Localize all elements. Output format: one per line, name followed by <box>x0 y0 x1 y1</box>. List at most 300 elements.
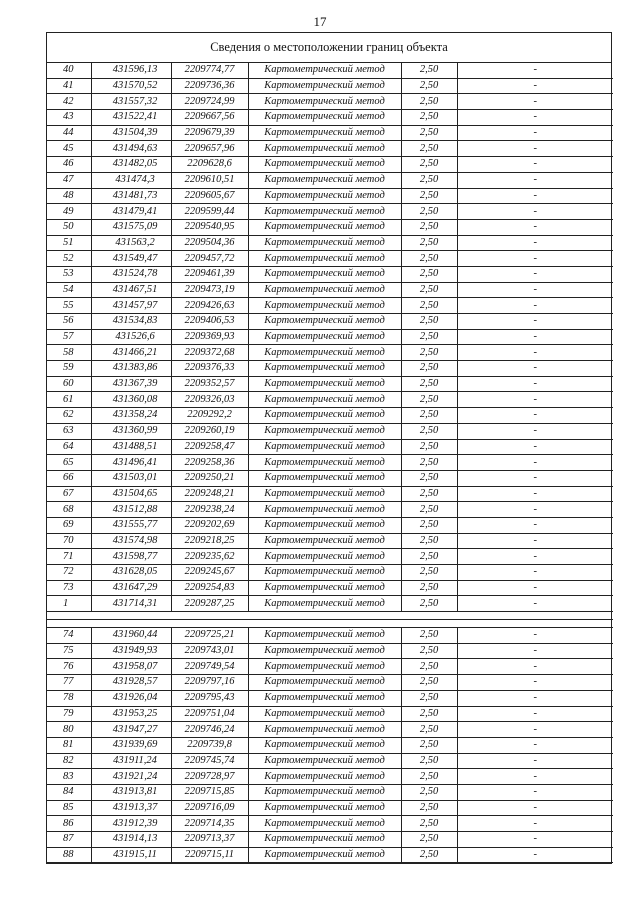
description-cell: - <box>457 110 613 126</box>
description-cell: - <box>457 816 613 832</box>
accuracy-cell: 2,50 <box>401 753 457 769</box>
coord-x-cell: 431928,57 <box>91 675 171 691</box>
method-cell: Картометрический метод <box>248 769 401 785</box>
coord-x-cell: 431466,21 <box>91 345 171 361</box>
description-cell: - <box>457 486 613 502</box>
coordinates-group-2 <box>47 628 613 863</box>
description-cell: - <box>457 408 613 424</box>
accuracy-cell: 2,50 <box>401 549 457 565</box>
table-row <box>47 832 613 848</box>
table-title: Сведения о местоположении границ объекта <box>47 33 611 63</box>
table-row <box>47 800 613 816</box>
point-number-cell: 60 <box>47 376 91 392</box>
point-number-cell: 69 <box>47 517 91 533</box>
coord-y-cell: 2209679,39 <box>171 125 248 141</box>
coord-y-cell: 2209352,57 <box>171 376 248 392</box>
description-cell: - <box>457 329 613 345</box>
table-row <box>47 502 613 518</box>
coord-y-cell: 2209254,83 <box>171 580 248 596</box>
point-number-cell: 65 <box>47 455 91 471</box>
accuracy-cell: 2,50 <box>401 188 457 204</box>
coord-y-cell: 2209774,77 <box>171 63 248 78</box>
table-row <box>47 580 613 596</box>
accuracy-cell: 2,50 <box>401 517 457 533</box>
description-cell: - <box>457 219 613 235</box>
description-cell: - <box>457 282 613 298</box>
description-cell: - <box>457 345 613 361</box>
point-number-cell: 53 <box>47 266 91 282</box>
method-cell: Картометрический метод <box>248 219 401 235</box>
point-number-cell: 86 <box>47 816 91 832</box>
point-number-cell: 54 <box>47 282 91 298</box>
coord-x-cell: 431958,07 <box>91 659 171 675</box>
point-number-cell: 82 <box>47 753 91 769</box>
accuracy-cell: 2,50 <box>401 800 457 816</box>
table-row <box>47 706 613 722</box>
point-number-cell: 61 <box>47 392 91 408</box>
method-cell: Картометрический метод <box>248 266 401 282</box>
description-cell: - <box>457 423 613 439</box>
point-number-cell: 43 <box>47 110 91 126</box>
accuracy-cell: 2,50 <box>401 63 457 78</box>
method-cell: Картометрический метод <box>248 63 401 78</box>
method-cell: Картометрический метод <box>248 470 401 486</box>
table-row <box>47 769 613 785</box>
point-number-cell: 81 <box>47 737 91 753</box>
coord-x-cell: 431526,6 <box>91 329 171 345</box>
method-cell: Картометрический метод <box>248 439 401 455</box>
description-cell: - <box>457 78 613 94</box>
accuracy-cell: 2,50 <box>401 769 457 785</box>
boundary-table-sheet <box>46 32 612 864</box>
point-number-cell: 44 <box>47 125 91 141</box>
coord-x-cell: 431960,44 <box>91 628 171 644</box>
point-number-cell: 76 <box>47 659 91 675</box>
point-number-cell: 62 <box>47 408 91 424</box>
accuracy-cell: 2,50 <box>401 675 457 691</box>
accuracy-cell: 2,50 <box>401 376 457 392</box>
coord-y-cell: 2209667,56 <box>171 110 248 126</box>
accuracy-cell: 2,50 <box>401 643 457 659</box>
coord-x-cell: 431503,01 <box>91 470 171 486</box>
coord-y-cell: 2209287,25 <box>171 596 248 612</box>
coord-y-cell: 2209292,2 <box>171 408 248 424</box>
description-cell: - <box>457 455 613 471</box>
point-number-cell: 87 <box>47 832 91 848</box>
table-row <box>47 94 613 110</box>
accuracy-cell: 2,50 <box>401 580 457 596</box>
method-cell: Картометрический метод <box>248 549 401 565</box>
coord-x-cell: 431563,2 <box>91 235 171 251</box>
table-row <box>47 63 613 78</box>
description-cell: - <box>457 470 613 486</box>
coord-y-cell: 2209751,04 <box>171 706 248 722</box>
coord-x-cell: 431488,51 <box>91 439 171 455</box>
accuracy-cell: 2,50 <box>401 157 457 173</box>
coord-y-cell: 2209461,39 <box>171 266 248 282</box>
method-cell: Картометрический метод <box>248 329 401 345</box>
coord-x-cell: 431457,97 <box>91 298 171 314</box>
table-row <box>47 376 613 392</box>
coord-x-cell: 431912,39 <box>91 816 171 832</box>
point-number-cell: 78 <box>47 690 91 706</box>
method-cell: Картометрический метод <box>248 580 401 596</box>
description-cell: - <box>457 832 613 848</box>
coord-x-cell: 431474,3 <box>91 172 171 188</box>
table-row <box>47 282 613 298</box>
coord-y-cell: 2209504,36 <box>171 235 248 251</box>
table-row <box>47 157 613 173</box>
method-cell: Картометрический метод <box>248 690 401 706</box>
table-row <box>47 188 613 204</box>
method-cell: Картометрический метод <box>248 675 401 691</box>
description-cell: - <box>457 251 613 267</box>
accuracy-cell: 2,50 <box>401 392 457 408</box>
coord-x-cell: 431647,29 <box>91 580 171 596</box>
method-cell: Картометрический метод <box>248 78 401 94</box>
coord-x-cell: 431494,63 <box>91 141 171 157</box>
accuracy-cell: 2,50 <box>401 596 457 612</box>
accuracy-cell: 2,50 <box>401 219 457 235</box>
table-row <box>47 470 613 486</box>
table-row <box>47 172 613 188</box>
method-cell: Картометрический метод <box>248 376 401 392</box>
description-cell: - <box>457 157 613 173</box>
coord-y-cell: 2209218,25 <box>171 533 248 549</box>
coord-x-cell: 431504,39 <box>91 125 171 141</box>
point-number-cell: 46 <box>47 157 91 173</box>
accuracy-cell: 2,50 <box>401 455 457 471</box>
coord-y-cell: 2209238,24 <box>171 502 248 518</box>
table-row <box>47 486 613 502</box>
method-cell: Картометрический метод <box>248 517 401 533</box>
separator-row <box>47 620 613 628</box>
coordinates-table <box>47 63 613 863</box>
description-cell: - <box>457 737 613 753</box>
description-cell: - <box>457 580 613 596</box>
coord-x-cell: 431360,99 <box>91 423 171 439</box>
table-row <box>47 722 613 738</box>
coord-x-cell: 431367,39 <box>91 376 171 392</box>
table-row <box>47 455 613 471</box>
table-row <box>47 78 613 94</box>
method-cell: Картометрический метод <box>248 345 401 361</box>
description-cell: - <box>457 94 613 110</box>
point-number-cell: 51 <box>47 235 91 251</box>
table-row <box>47 298 613 314</box>
coord-y-cell: 2209326,03 <box>171 392 248 408</box>
coord-x-cell: 431479,41 <box>91 204 171 220</box>
table-row <box>47 329 613 345</box>
accuracy-cell: 2,50 <box>401 94 457 110</box>
coordinates-group-1 <box>47 63 613 612</box>
point-number-cell: 75 <box>47 643 91 659</box>
coord-y-cell: 2209376,33 <box>171 361 248 377</box>
description-cell: - <box>457 314 613 330</box>
table-row <box>47 517 613 533</box>
accuracy-cell: 2,50 <box>401 298 457 314</box>
point-number-cell: 1 <box>47 596 91 612</box>
accuracy-cell: 2,50 <box>401 832 457 848</box>
point-number-cell: 41 <box>47 78 91 94</box>
point-number-cell: 70 <box>47 533 91 549</box>
table-row <box>47 235 613 251</box>
point-number-cell: 88 <box>47 847 91 863</box>
point-number-cell: 49 <box>47 204 91 220</box>
method-cell: Картометрический метод <box>248 706 401 722</box>
method-cell: Картометрический метод <box>248 753 401 769</box>
table-row <box>47 596 613 612</box>
table-row <box>47 737 613 753</box>
table-row <box>47 219 613 235</box>
point-number-cell: 58 <box>47 345 91 361</box>
coord-y-cell: 2209406,53 <box>171 314 248 330</box>
table-row <box>47 361 613 377</box>
point-number-cell: 52 <box>47 251 91 267</box>
accuracy-cell: 2,50 <box>401 659 457 675</box>
point-number-cell: 63 <box>47 423 91 439</box>
description-cell: - <box>457 784 613 800</box>
accuracy-cell: 2,50 <box>401 565 457 581</box>
description-cell: - <box>457 204 613 220</box>
coord-x-cell: 431598,77 <box>91 549 171 565</box>
method-cell: Картометрический метод <box>248 565 401 581</box>
coord-y-cell: 2209258,36 <box>171 455 248 471</box>
method-cell: Картометрический метод <box>248 172 401 188</box>
coord-x-cell: 431947,27 <box>91 722 171 738</box>
coord-x-cell: 431913,81 <box>91 784 171 800</box>
coord-y-cell: 2209258,47 <box>171 439 248 455</box>
description-cell: - <box>457 643 613 659</box>
table-row <box>47 549 613 565</box>
method-cell: Картометрический метод <box>248 659 401 675</box>
coord-y-cell: 2209713,37 <box>171 832 248 848</box>
point-number-cell: 74 <box>47 628 91 644</box>
coord-y-cell: 2209235,62 <box>171 549 248 565</box>
accuracy-cell: 2,50 <box>401 314 457 330</box>
table-row <box>47 690 613 706</box>
accuracy-cell: 2,50 <box>401 345 457 361</box>
coord-x-cell: 431574,98 <box>91 533 171 549</box>
accuracy-cell: 2,50 <box>401 502 457 518</box>
coord-x-cell: 431522,41 <box>91 110 171 126</box>
method-cell: Картометрический метод <box>248 125 401 141</box>
coord-x-cell: 431534,83 <box>91 314 171 330</box>
coord-x-cell: 431913,37 <box>91 800 171 816</box>
method-cell: Картометрический метод <box>248 784 401 800</box>
coord-x-cell: 431921,24 <box>91 769 171 785</box>
table-row <box>47 141 613 157</box>
coord-x-cell: 431557,32 <box>91 94 171 110</box>
method-cell: Картометрический метод <box>248 110 401 126</box>
coord-x-cell: 431482,05 <box>91 157 171 173</box>
point-number-cell: 48 <box>47 188 91 204</box>
coord-y-cell: 2209369,93 <box>171 329 248 345</box>
table-row <box>47 784 613 800</box>
table-row <box>47 659 613 675</box>
accuracy-cell: 2,50 <box>401 282 457 298</box>
coord-x-cell: 431596,13 <box>91 63 171 78</box>
description-cell: - <box>457 675 613 691</box>
page-number: 17 <box>313 14 327 29</box>
table-row <box>47 251 613 267</box>
point-number-cell: 45 <box>47 141 91 157</box>
point-number-cell: 73 <box>47 580 91 596</box>
point-number-cell: 42 <box>47 94 91 110</box>
coord-y-cell: 2209736,36 <box>171 78 248 94</box>
description-cell: - <box>457 753 613 769</box>
coord-y-cell: 2209245,67 <box>171 565 248 581</box>
coord-y-cell: 2209628,6 <box>171 157 248 173</box>
method-cell: Картометрический метод <box>248 533 401 549</box>
description-cell: - <box>457 800 613 816</box>
description-cell: - <box>457 549 613 565</box>
description-cell: - <box>457 722 613 738</box>
point-number-cell: 47 <box>47 172 91 188</box>
method-cell: Картометрический метод <box>248 455 401 471</box>
description-cell: - <box>457 847 613 863</box>
method-cell: Картометрический метод <box>248 832 401 848</box>
method-cell: Картометрический метод <box>248 141 401 157</box>
method-cell: Картометрический метод <box>248 628 401 644</box>
description-cell: - <box>457 376 613 392</box>
accuracy-cell: 2,50 <box>401 141 457 157</box>
description-cell: - <box>457 141 613 157</box>
accuracy-cell: 2,50 <box>401 784 457 800</box>
table-row <box>47 423 613 439</box>
accuracy-cell: 2,50 <box>401 690 457 706</box>
coord-y-cell: 2209605,67 <box>171 188 248 204</box>
coord-y-cell: 2209248,21 <box>171 486 248 502</box>
point-number-cell: 56 <box>47 314 91 330</box>
table-row <box>47 816 613 832</box>
coord-y-cell: 2209724,99 <box>171 94 248 110</box>
method-cell: Картометрический метод <box>248 94 401 110</box>
description-cell: - <box>457 361 613 377</box>
accuracy-cell: 2,50 <box>401 172 457 188</box>
description-cell: - <box>457 392 613 408</box>
description-cell: - <box>457 690 613 706</box>
coord-x-cell: 431915,11 <box>91 847 171 863</box>
method-cell: Картометрический метод <box>248 737 401 753</box>
point-number-cell: 57 <box>47 329 91 345</box>
point-number-cell: 83 <box>47 769 91 785</box>
method-cell: Картометрический метод <box>248 361 401 377</box>
coord-y-cell: 2209728,97 <box>171 769 248 785</box>
method-cell: Картометрический метод <box>248 314 401 330</box>
coord-y-cell: 2209739,8 <box>171 737 248 753</box>
coord-y-cell: 2209599,44 <box>171 204 248 220</box>
coord-x-cell: 431911,24 <box>91 753 171 769</box>
method-cell: Картометрический метод <box>248 298 401 314</box>
accuracy-cell: 2,50 <box>401 470 457 486</box>
accuracy-cell: 2,50 <box>401 251 457 267</box>
description-cell: - <box>457 769 613 785</box>
coord-y-cell: 2209745,74 <box>171 753 248 769</box>
table-row <box>47 533 613 549</box>
accuracy-cell: 2,50 <box>401 737 457 753</box>
point-number-cell: 50 <box>47 219 91 235</box>
coord-x-cell: 431512,88 <box>91 502 171 518</box>
accuracy-cell: 2,50 <box>401 408 457 424</box>
table-row <box>47 392 613 408</box>
coord-y-cell: 2209260,19 <box>171 423 248 439</box>
description-cell: - <box>457 125 613 141</box>
point-number-cell: 64 <box>47 439 91 455</box>
point-number-cell: 72 <box>47 565 91 581</box>
description-cell: - <box>457 172 613 188</box>
coord-x-cell: 431481,73 <box>91 188 171 204</box>
table-row <box>47 565 613 581</box>
coord-y-cell: 2209716,09 <box>171 800 248 816</box>
coord-x-cell: 431383,86 <box>91 361 171 377</box>
table-row <box>47 204 613 220</box>
coord-x-cell: 431467,51 <box>91 282 171 298</box>
table-row <box>47 628 613 644</box>
description-cell: - <box>457 659 613 675</box>
point-number-cell: 77 <box>47 675 91 691</box>
coord-x-cell: 431714,31 <box>91 596 171 612</box>
point-number-cell: 59 <box>47 361 91 377</box>
coord-y-cell: 2209743,01 <box>171 643 248 659</box>
point-number-cell: 85 <box>47 800 91 816</box>
coord-y-cell: 2209250,21 <box>171 470 248 486</box>
method-cell: Картометрический метод <box>248 408 401 424</box>
method-cell: Картометрический метод <box>248 847 401 863</box>
coord-x-cell: 431926,04 <box>91 690 171 706</box>
coord-y-cell: 2209714,35 <box>171 816 248 832</box>
coord-y-cell: 2209715,11 <box>171 847 248 863</box>
coord-y-cell: 2209202,69 <box>171 517 248 533</box>
method-cell: Картометрический метод <box>248 282 401 298</box>
point-number-cell: 55 <box>47 298 91 314</box>
table-row <box>47 675 613 691</box>
table-row <box>47 345 613 361</box>
table-row <box>47 266 613 282</box>
point-number-cell: 68 <box>47 502 91 518</box>
method-cell: Картометрический метод <box>248 235 401 251</box>
method-cell: Картометрический метод <box>248 816 401 832</box>
group-separator <box>47 612 613 628</box>
description-cell: - <box>457 517 613 533</box>
method-cell: Картометрический метод <box>248 722 401 738</box>
table-row <box>47 847 613 863</box>
accuracy-cell: 2,50 <box>401 816 457 832</box>
coord-x-cell: 431570,52 <box>91 78 171 94</box>
point-number-cell: 66 <box>47 470 91 486</box>
table-row <box>47 125 613 141</box>
accuracy-cell: 2,50 <box>401 235 457 251</box>
coord-y-cell: 2209657,96 <box>171 141 248 157</box>
accuracy-cell: 2,50 <box>401 110 457 126</box>
coord-y-cell: 2209372,68 <box>171 345 248 361</box>
coord-x-cell: 431949,93 <box>91 643 171 659</box>
accuracy-cell: 2,50 <box>401 266 457 282</box>
table-row <box>47 753 613 769</box>
point-number-cell: 79 <box>47 706 91 722</box>
accuracy-cell: 2,50 <box>401 361 457 377</box>
method-cell: Картометрический метод <box>248 643 401 659</box>
coord-x-cell: 431358,24 <box>91 408 171 424</box>
coord-y-cell: 2209473,19 <box>171 282 248 298</box>
coord-x-cell: 431575,09 <box>91 219 171 235</box>
accuracy-cell: 2,50 <box>401 329 457 345</box>
method-cell: Картометрический метод <box>248 157 401 173</box>
method-cell: Картометрический метод <box>248 251 401 267</box>
description-cell: - <box>457 628 613 644</box>
point-number-cell: 84 <box>47 784 91 800</box>
coord-x-cell: 431953,25 <box>91 706 171 722</box>
